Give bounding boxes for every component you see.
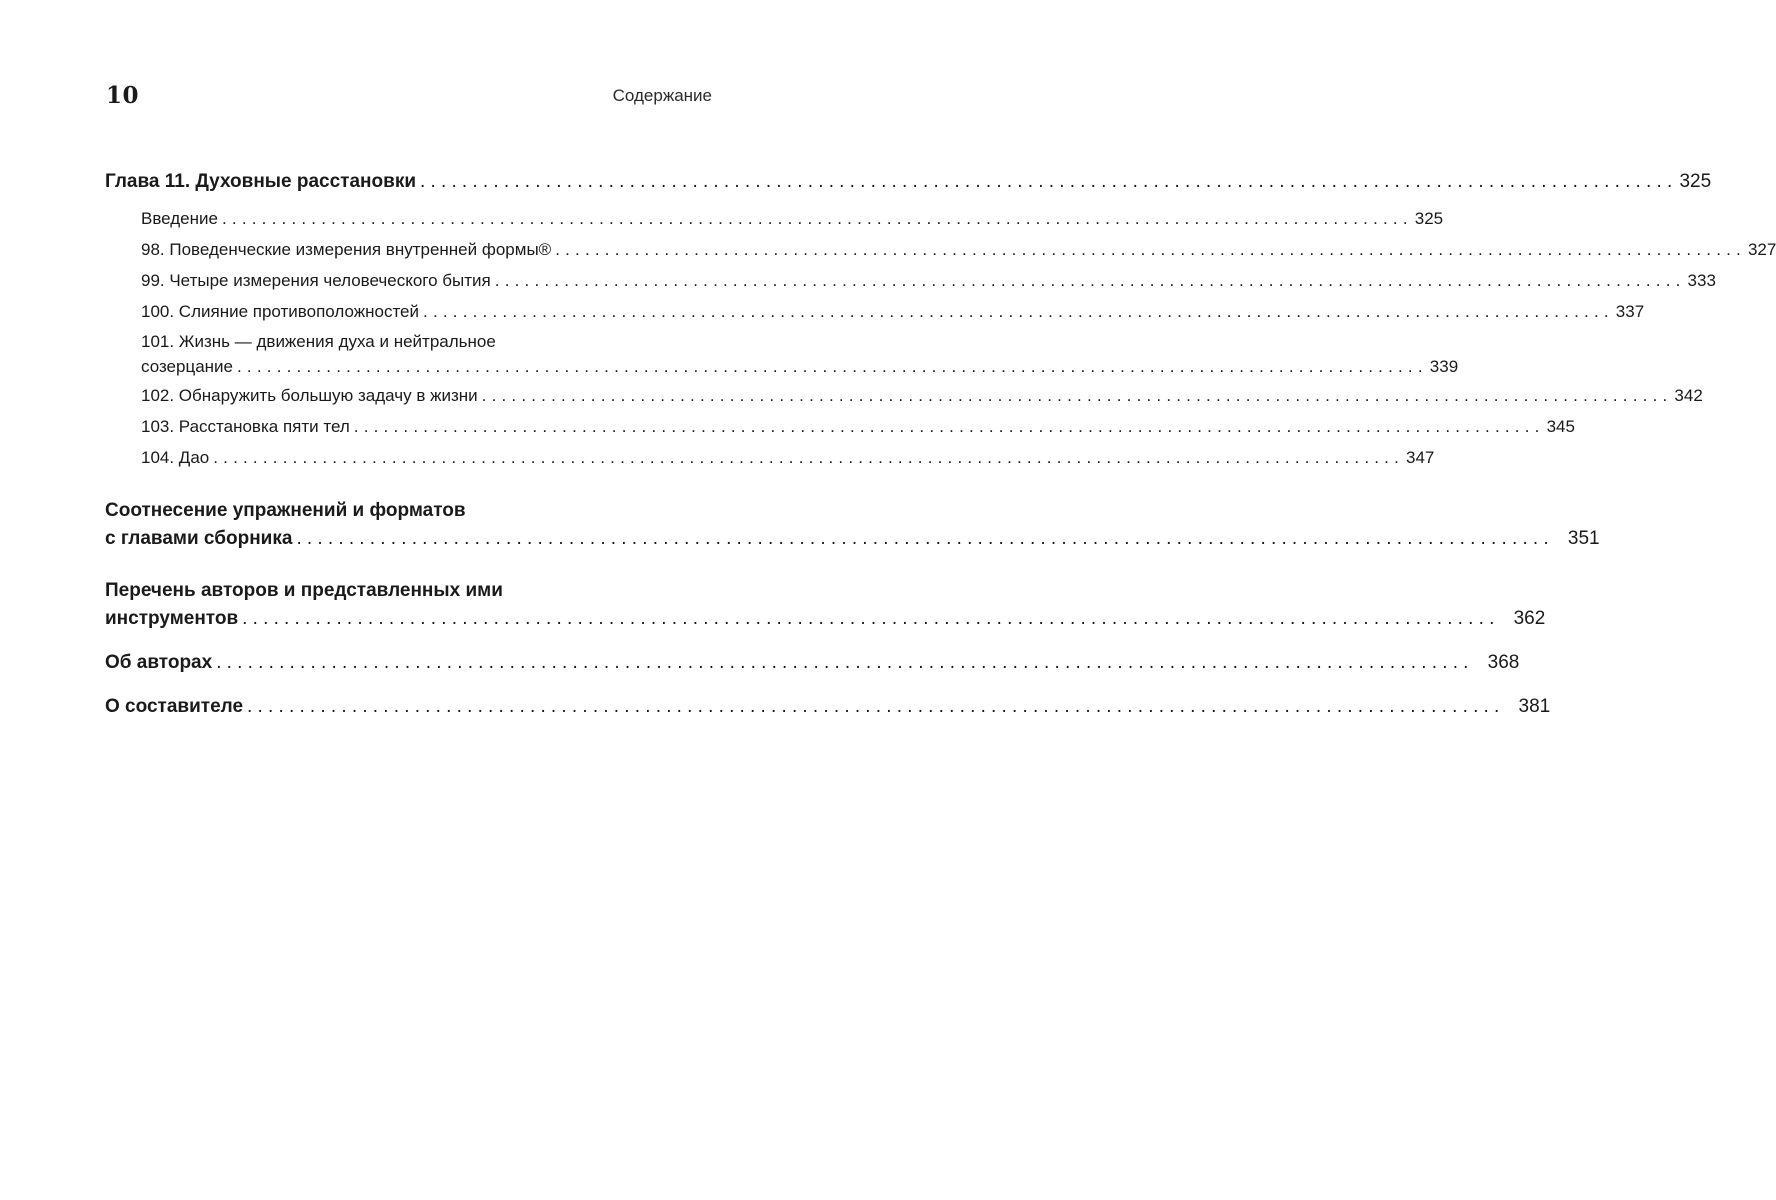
toc-entry[interactable]	[141, 380, 1703, 411]
toc-entry-page: 347	[1406, 448, 1435, 467]
dot-leader: ........................................................................................................................	[247, 696, 1505, 717]
toc-section[interactable]	[105, 649, 1520, 677]
page-number: 10	[106, 82, 140, 109]
toc-section-page: 368	[1487, 652, 1520, 673]
toc-entry-title: 103. Расстановка пяти тел	[141, 417, 350, 436]
dot-leader: ........................................................................................................................	[353, 417, 1545, 436]
toc-entry[interactable]	[141, 203, 1444, 234]
dot-leader: ........................................................................................................................	[213, 448, 1405, 467]
toc-entry-page: 345	[1546, 417, 1575, 436]
table-of-contents	[105, 168, 1776, 721]
toc-entry[interactable]	[141, 442, 1435, 473]
toc-section-title-line1: Соотнесение упражнений и форматов	[105, 500, 466, 521]
toc-chapter-page: 325	[1679, 171, 1712, 192]
toc-entry-title: Введение	[141, 209, 218, 228]
toc-entry[interactable]	[141, 234, 1776, 265]
toc-section-page: 381	[1518, 696, 1551, 717]
dot-leader: ........................................................................................................................	[494, 271, 1686, 290]
toc-entry-page: 337	[1615, 302, 1645, 321]
toc-entry-title: 104. Дао	[141, 448, 210, 467]
dot-leader: ........................................................................................................................	[423, 302, 1614, 321]
dot-leader: ........................................................................................................................	[221, 209, 1413, 228]
toc-entries	[141, 203, 1776, 473]
toc-entry-title: 102. Обнаружить большую задачу в жизни	[141, 386, 478, 405]
toc-section-title-line2: инструментов	[105, 608, 239, 629]
toc-entry[interactable]	[141, 265, 1716, 296]
running-title: Содержание	[612, 86, 712, 105]
toc-entry-page: 339	[1429, 357, 1459, 376]
toc-entry-title: 100. Слияние противоположностей	[141, 302, 420, 321]
toc-entry-title: 99. Четыре измерения человеческого бытия	[141, 271, 491, 290]
toc-section-page: 351	[1567, 528, 1600, 549]
toc-section-page: 362	[1513, 608, 1546, 629]
dot-leader: ........................................................................................................................	[481, 386, 1673, 405]
toc-entry[interactable]	[141, 329, 1459, 380]
toc-chapter-title: Глава 11. Духовные расстановки	[105, 171, 417, 192]
toc-section-title-line1: Перечень авторов и представленных ими	[105, 580, 503, 601]
toc-entry-page: 327	[1747, 240, 1776, 259]
toc-entry-title: 98. Поведенческие измерения внутренней формы®	[141, 240, 552, 259]
toc-section[interactable]	[105, 577, 1546, 633]
toc-section-title: О составителе	[105, 696, 244, 717]
toc-entry-page: 333	[1687, 271, 1716, 290]
dot-leader: ........................................................................................................................	[555, 240, 1746, 259]
toc-chapter[interactable]	[105, 168, 1712, 196]
toc-entry[interactable]	[141, 296, 1645, 327]
toc-entry-page: 342	[1674, 386, 1703, 405]
toc-entry-title-line1: 101. Жизнь — движения духа и нейтральное	[141, 332, 496, 351]
dot-leader: ........................................................................................................................	[237, 357, 1428, 376]
toc-section-title: Об авторах	[105, 652, 213, 673]
dot-leader: ........................................................................................................................	[242, 608, 1500, 629]
dot-leader: ........................................................................................................................	[420, 171, 1678, 192]
dot-leader: ........................................................................................................................	[296, 528, 1554, 549]
toc-section[interactable]	[105, 497, 1600, 553]
toc-section-title-line2: с главами сборника	[105, 528, 293, 549]
toc-entry[interactable]	[141, 411, 1575, 442]
toc-entry-title-line2: созерцание	[141, 357, 233, 376]
dot-leader: ........................................................................................................................	[216, 652, 1474, 673]
toc-section[interactable]	[105, 693, 1551, 721]
toc-entry-page: 325	[1414, 209, 1444, 228]
